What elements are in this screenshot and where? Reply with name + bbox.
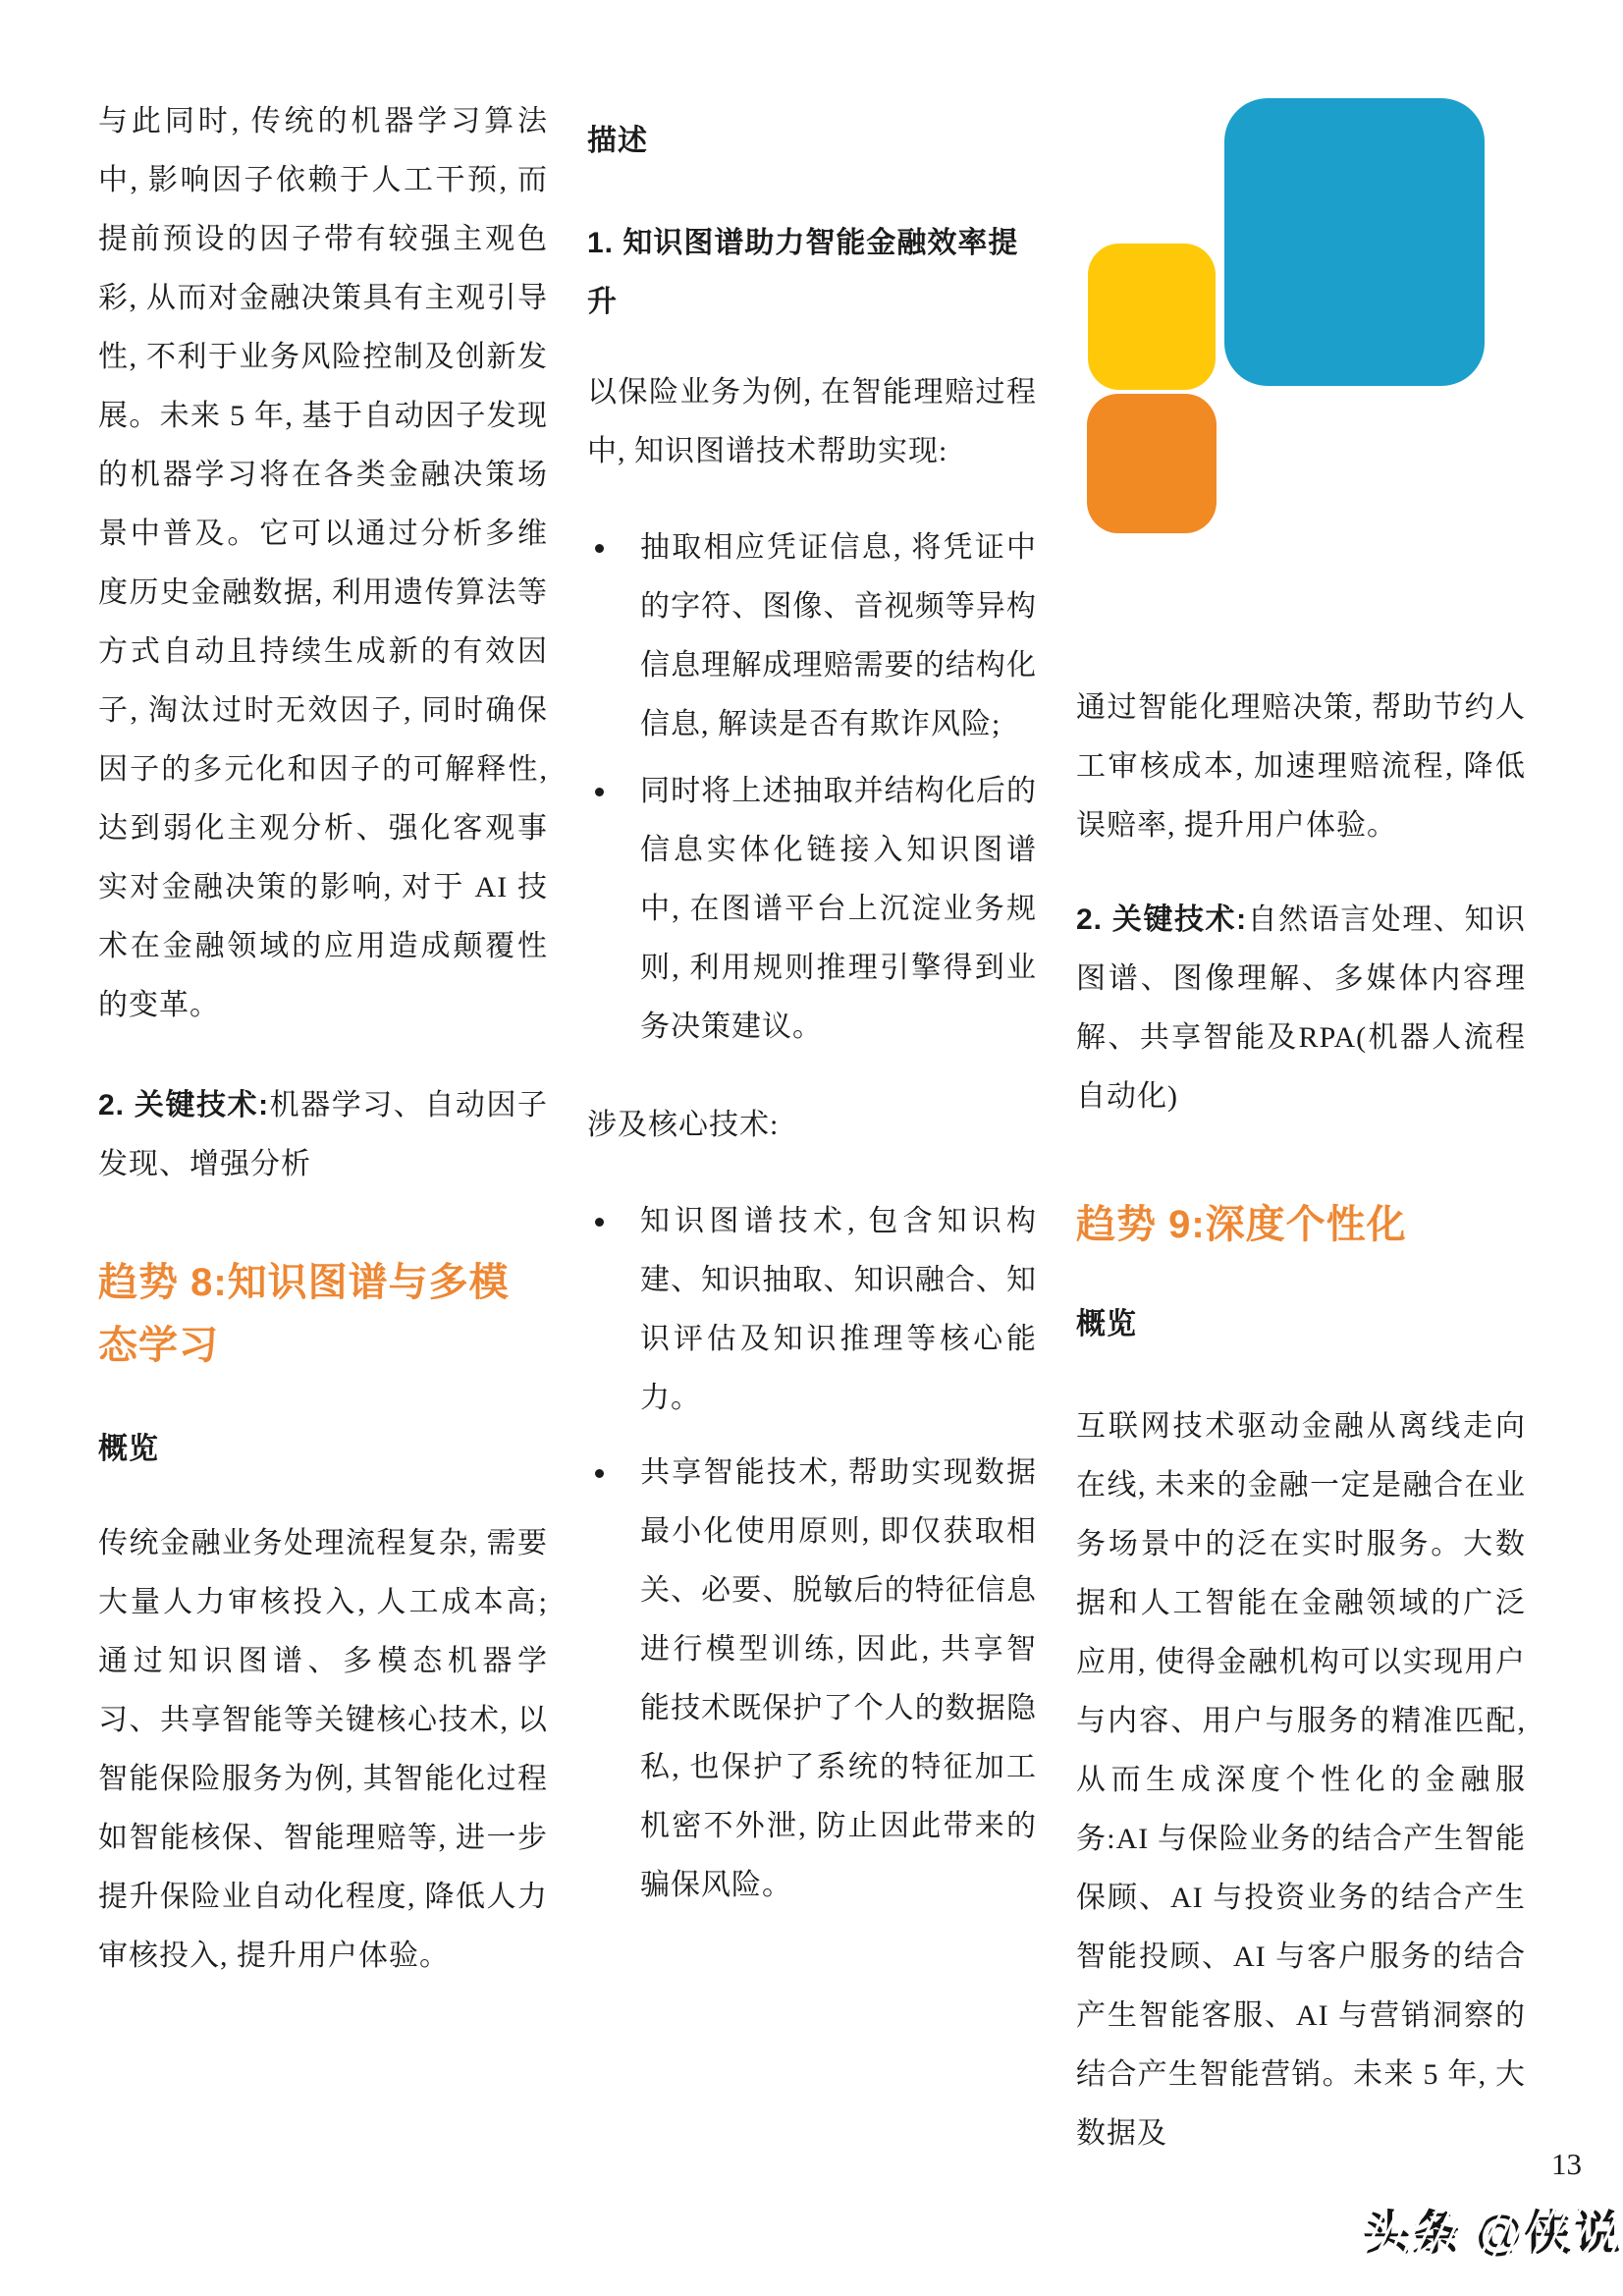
column-left [98,92,548,1986]
page-number: 13 [1551,2147,1582,2181]
bullet-dot-icon [595,788,604,796]
decor-yellow-rounded-square [1088,244,1216,390]
decor-orange-rounded-square [1087,394,1217,533]
key-tech-text: 机器学习、自动因子发现、增强分析 [98,1089,548,1180]
list-item: 同时将上述抽取并结构化后的信息实体化链接入知识图谱中, 在图谱平台上沉淀业务规则, 利用规则推理引擎得到业务决策建议。 [587,762,1037,1057]
key-tech-label: 2. 关键技术: [1076,903,1248,936]
bullet-dot-icon [595,544,604,553]
overview-heading: 概览 [1076,1308,1137,1340]
bullet-dot-icon [595,1469,604,1478]
decor-blue-rounded-square [1224,98,1485,386]
key-tech-paragraph [98,1076,548,1194]
subsection-1-heading: 1. 知识图谱助力智能金融效率提升 [587,227,1019,318]
overview-heading: 概览 [98,1433,159,1465]
key-tech-label: 2. 关键技术: [98,1089,270,1121]
description-heading: 描述 [587,125,648,157]
column-right [1076,679,1526,2163]
list-item: 抽取相应凭证信息, 将凭证中的字符、图像、音视频等异构信息理解成理赔需要的结构化信息, 解读是否有欺诈风险; [587,519,1037,754]
paragraph-trend9-overview: 互联网技术驱动金融从离线走向在线, 未来的金融一定是融合在业务场景中的泛在实时服务。大数据和人工智能在金融领域的广泛应用, 使得金融机构可以实现用户与内容、用户与服务的精准匹配, 从而生成深度个性化的金融服务:AI 与保险业务的结合产生智能保顾、AI 与投资业务的结合产生智能投顾、AI 与客户服务的结合产生智能客服、AI 与营销洞察的结合产生智能营销。未来 5 年, 大数据及 [1076,1410,1526,2150]
key-tech-text: 自然语言处理、知识图谱、图像理解、多媒体内容理解、共享智能及RPA(机器人流程自动化) [1076,903,1526,1113]
trend-9-heading: 趋势 9:深度个性化 [1076,1203,1407,1246]
core-tech-heading: 涉及核心技术: [587,1109,780,1141]
paragraph-claims-decision: 通过智能化理赔决策, 帮助节约人工审核成本, 加速理赔流程, 降低误赔率, 提升用户体验。 [1076,691,1526,842]
paragraph-trend8-overview: 传统金融业务处理流程复杂, 需要大量人力审核投入, 人工成本高;通过知识图谱、多模态机器学习、共享智能等关键核心技术, 以智能保险服务为例, 其智能化过程如智能核保、智能理赔等, 进一步提升保险业自动化程度, 降低人力审核投入, 提升用户体验。 [98,1527,548,1972]
bullet-dot-icon [595,1218,604,1227]
key-tech-paragraph [1076,891,1526,1126]
watermark: 头条 @侠说 [1363,2206,1622,2263]
list-item: 共享智能技术, 帮助实现数据最小化使用原则, 即仅获取相关、必要、脱敏后的特征信息进行模型训练, 因此, 共享智能技术既保护了个人的数据隐私, 也保护了系统的特征加工机密不外泄, 防止因此带来的骗保风险。 [587,1444,1037,1915]
paragraph-insurance-intro: 以保险业务为例, 在智能理赔过程中, 知识图谱技术帮助实现: [587,376,1037,467]
list-item: 知识图谱技术, 包含知识构建、知识抽取、知识融合、知识评估及知识推理等核心能力。 [587,1192,1037,1428]
trend-8-heading: 趋势 8:知识图谱与多模态学习 [98,1261,510,1367]
column-middle [587,112,1037,1915]
paragraph-machine-learning: 与此同时, 传统的机器学习算法中, 影响因子依赖于人工干预, 而提前预设的因子带有较强主观色彩, 从而对金融决策具有主观引导性, 不利于业务风险控制及创新发展。未来 5 年, 基于自动因子发现的机器学习将在各类金融决策场景中普及。它可以通过分析多维度历史金融数据, 利用遗传算法等方式自动且持续生成新的有效因子, 淘汰过时无效因子, 同时确保因子的多元化和因子的可解释性, 达到弱化主观分析、强化客观事实对金融决策的影响, 对于 AI 技术在金融领域的应用造成颠覆性的变革。 [98,105,548,1021]
